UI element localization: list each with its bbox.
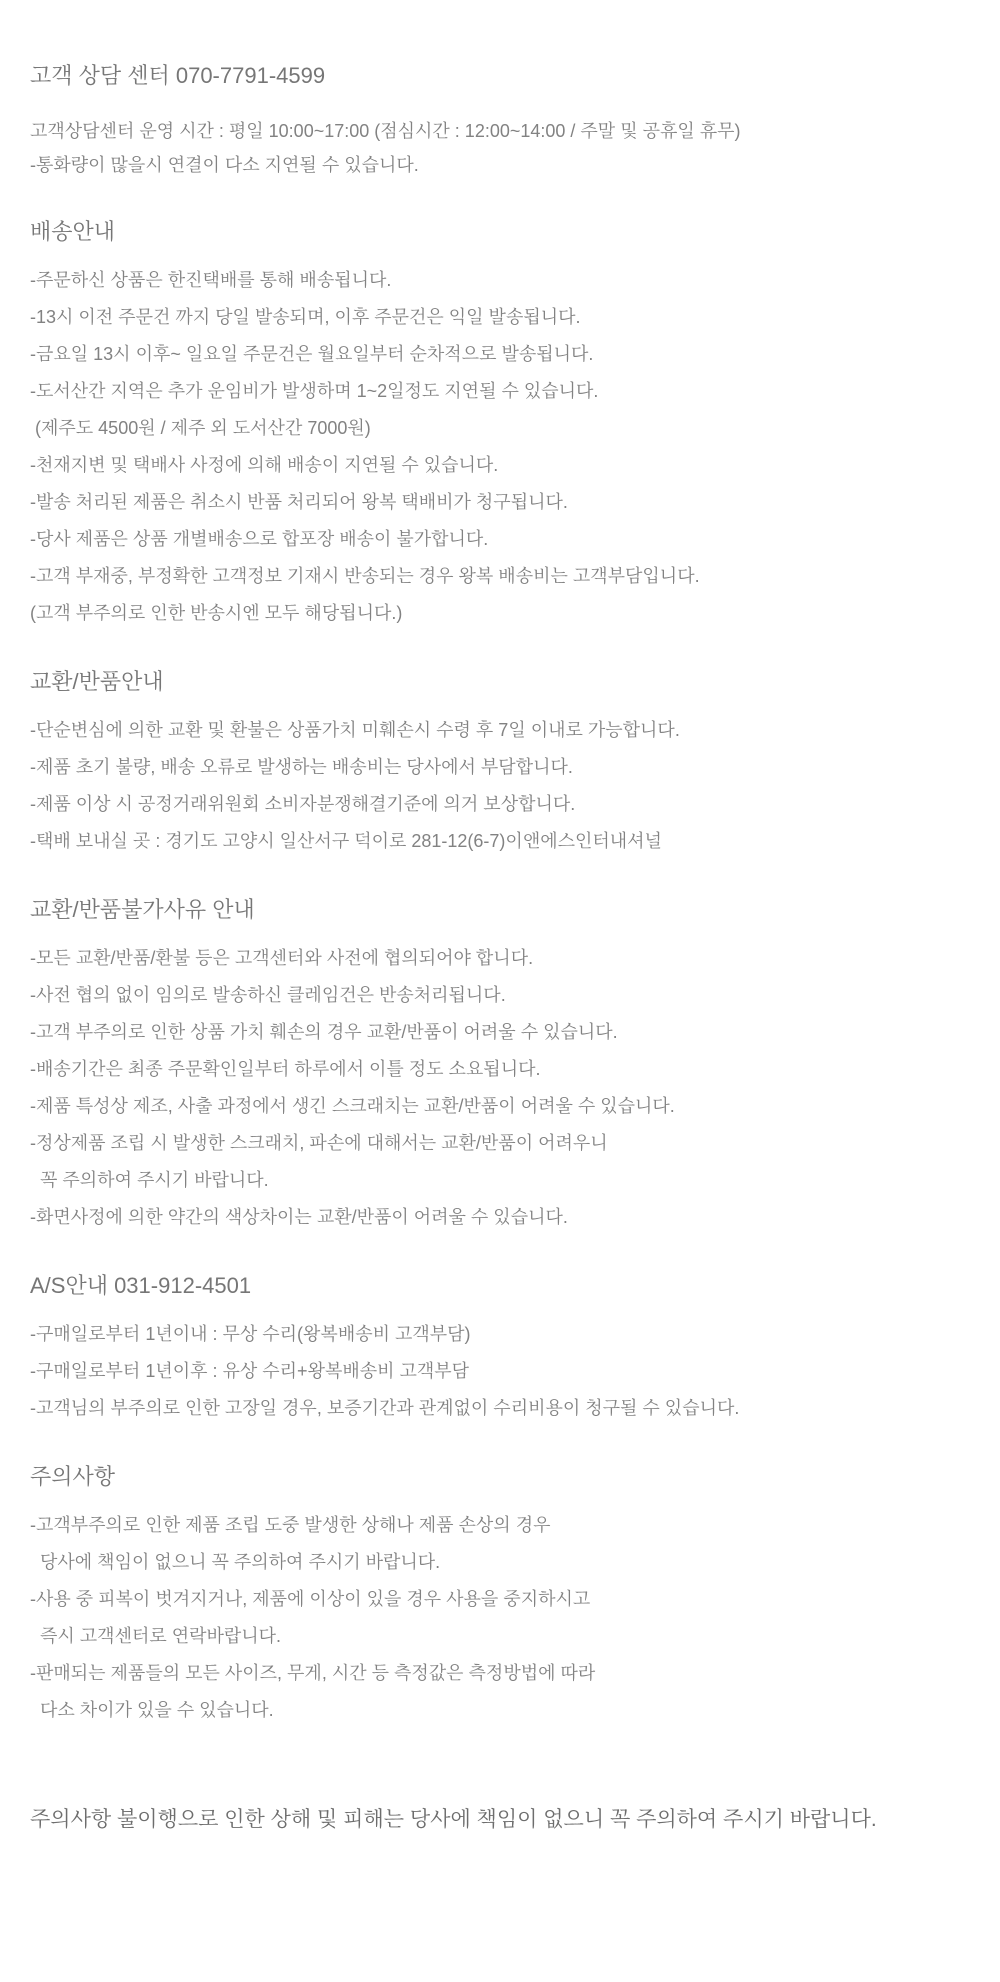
customer-center-hours-line: 고객상담센터 운영 시간 : 평일 10:00~17:00 (점심시간 : 12:00~14:00 / 주말 및 공휴일 휴무) — [30, 121, 741, 141]
section-line: -단순변심에 의한 교환 및 환불은 상품가치 미훼손시 수령 후 7일 이내로 가능합니다. — [30, 720, 680, 740]
section-line: 꼭 주의하여 주시기 바랍니다. — [30, 1170, 269, 1190]
section-line: -화면사정에 의한 약간의 색상차이는 교환/반품이 어려울 수 있습니다. — [30, 1207, 568, 1227]
section-shipping-info — [30, 216, 970, 632]
section-line: 즉시 고객센터로 연락바랍니다. — [30, 1626, 282, 1646]
section-line: -고객 부재중, 부정확한 고객정보 기재시 반송되는 경우 왕복 배송비는 고객부담입니다. — [30, 566, 700, 586]
section-no-exchange-return-reasons — [30, 894, 970, 1236]
section-line: -제품 초기 불량, 배송 오류로 발생하는 배송비는 당사에서 부담합니다. — [30, 757, 573, 777]
section-line: -모든 교환/반품/환불 등은 고객센터와 사전에 협의되어야 합니다. — [30, 948, 534, 968]
customer-center-hours — [30, 114, 970, 182]
section-line: -사전 협의 없이 임의로 발송하신 클레임건은 반송처리됩니다. — [30, 985, 506, 1005]
section-line: -도서산간 지역은 추가 운임비가 발생하며 1~2일정도 지연될 수 있습니다. — [30, 381, 599, 401]
section-cautions — [30, 1461, 970, 1729]
section-title-exchange-return-info: 교환/반품안내 — [30, 669, 164, 694]
section-line: -구매일로부터 1년이내 : 무상 수리(왕복배송비 고객부담) — [30, 1324, 471, 1344]
section-line: -제품 이상 시 공정거래위원회 소비자분쟁해결기준에 의거 보상합니다. — [30, 794, 576, 814]
section-line: -주문하신 상품은 한진택배를 통해 배송됩니다. — [30, 270, 392, 290]
section-line: -금요일 13시 이후~ 일요일 주문건은 월요일부터 순차적으로 발송됩니다. — [30, 344, 594, 364]
section-line: 당사에 책임이 없으니 꼭 주의하여 주시기 바랍니다. — [30, 1552, 441, 1572]
section-line: -구매일로부터 1년이후 : 유상 수리+왕복배송비 고객부담 — [30, 1361, 470, 1381]
section-line: -배송기간은 최종 주문확인일부터 하루에서 이틀 정도 소요됩니다. — [30, 1059, 541, 1079]
section-line: (고객 부주의로 인한 반송시엔 모두 해당됩니다.) — [30, 603, 403, 623]
section-as-info — [30, 1270, 970, 1427]
section-line: -발송 처리된 제품은 취소시 반품 처리되어 왕복 택배비가 청구됩니다. — [30, 492, 568, 512]
section-line: -고객 부주의로 인한 상품 가치 훼손의 경우 교환/반품이 어려울 수 있습니다. — [30, 1022, 618, 1042]
section-line: -정상제품 조립 시 발생한 스크래치, 파손에 대해서는 교환/반품이 어려우니 — [30, 1133, 608, 1153]
section-title-no-exchange-return-reasons: 교환/반품불가사유 안내 — [30, 897, 255, 922]
section-line: -판매되는 제품들의 모든 사이즈, 무게, 시간 등 측정값은 측정방법에 따라 — [30, 1663, 596, 1683]
customer-service-notice-page — [0, 60, 1000, 1835]
section-line: -고객님의 부주의로 인한 고장일 경우, 보증기간과 관계없이 수리비용이 청구될 수 있습니다. — [30, 1398, 740, 1418]
section-line: -택배 보내실 곳 : 경기도 고양시 일산서구 덕이로 281-12(6-7)이앤에스인터내셔널 — [30, 831, 662, 851]
section-line: 다소 차이가 있을 수 있습니다. — [30, 1700, 274, 1720]
footer-warning: 주의사항 불이행으로 인한 상해 및 피해는 당사에 책임이 없으니 꼭 주의하여 주시기 바랍니다. — [30, 1808, 877, 1831]
section-line: -13시 이전 주문건 까지 당일 발송되며, 이후 주문건은 익일 발송됩니다. — [30, 307, 581, 327]
section-title-cautions: 주의사항 — [30, 1464, 116, 1489]
customer-center-title: 고객 상담 센터 070-7791-4599 — [30, 63, 326, 88]
section-title-shipping-info: 배송안내 — [30, 219, 116, 244]
section-line: -제품 특성상 제조, 사출 과정에서 생긴 스크래치는 교환/반품이 어려울 수 있습니다. — [30, 1096, 675, 1116]
section-line: -사용 중 피복이 벗겨지거나, 제품에 이상이 있을 경우 사용을 중지하시고 — [30, 1589, 591, 1609]
section-line: -천재지변 및 택배사 사정에 의해 배송이 지연될 수 있습니다. — [30, 455, 499, 475]
customer-center-delay-note: -통화량이 많을시 연결이 다소 지연될 수 있습니다. — [30, 155, 419, 175]
section-line: (제주도 4500원 / 제주 외 도서산간 7000원) — [30, 418, 371, 438]
notice-sections — [30, 216, 970, 1729]
section-exchange-return-info — [30, 666, 970, 860]
section-title-as-info: A/S안내 031-912-4501 — [30, 1273, 252, 1298]
section-line: -당사 제품은 상품 개별배송으로 합포장 배송이 불가합니다. — [30, 529, 489, 549]
section-line: -고객부주의로 인한 제품 조립 도중 발생한 상해나 제품 손상의 경우 — [30, 1515, 551, 1535]
